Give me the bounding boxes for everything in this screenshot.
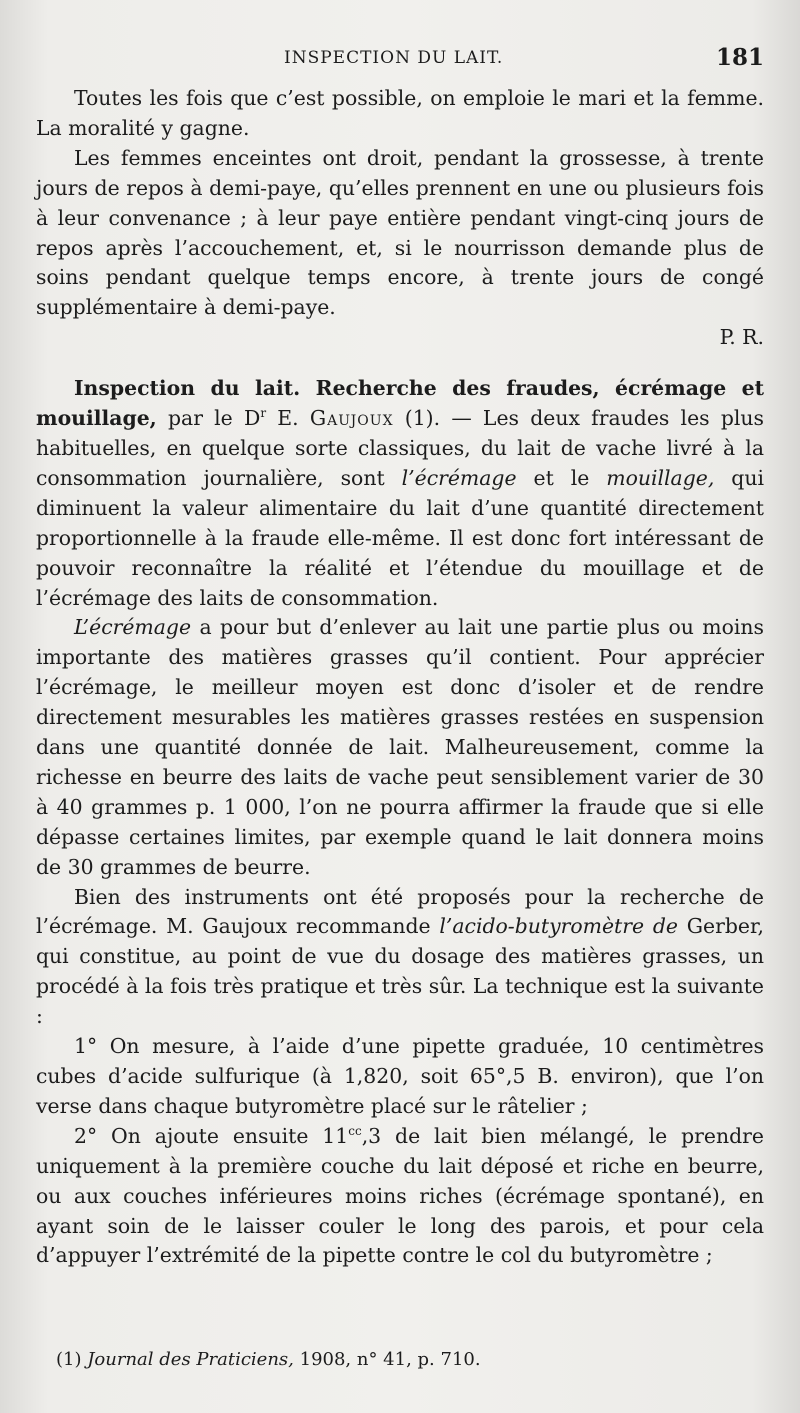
paragraph-step-1: 1° On mesure, à l’aide d’une pipette graduée, 10 centimètres cubes d’acide sulfurique (à 1,820, soit 65°,5 B. environ), que l’on verse dans chaque butyromètre placé sur le râtelier ;	[36, 1034, 764, 1118]
paragraph-pregnancy-leave: Les femmes enceintes ont droit, pendant la grossesse, à trente jours de repos à demi-paye, qu’elles prennent en une ou plusieurs fois à leur convenance ; à leur paye entière pendant vingt-cinq jours de repos après l’accouchement, et, si le nourrisson demande plus de soins pendant quelque temps encore, à trente jours de congé supplémentaire à demi-paye.	[36, 145, 764, 320]
paragraph-employment: Toutes les fois que c’est possible, on emploie le mari et la femme. La moralité y gagne.	[36, 86, 764, 140]
footnote-mark: (1)	[56, 1349, 88, 1370]
author-initial: E.	[266, 406, 310, 431]
signature: P. R.	[719, 325, 764, 350]
intro-text-1: — Les deux fraudes les plus habituelles, en quelque sorte classiques, du lait de vache livré à la consommation journalière, sont	[36, 406, 764, 490]
step2-text-2: ,3 de lait bien mélangé, le prendre uniquement à la première couche du lait déposé et riche en beurre, ou aux couches inférieures moins riches (écrémage spontané), en ayant soin de le laisser couler le long des parois, et pour cela d’appuyer l’extrémité de la pipette contre le col du butyromètre ;	[36, 1123, 764, 1268]
instruments-text-1: Bien des instruments ont été proposés pour la recherche de l’écrémage. M. Gaujoux recommande	[36, 884, 764, 939]
footnote-ref: (1).	[393, 406, 441, 431]
article-dr-sup: r	[260, 406, 267, 421]
article-title: Inspection du lait. Recherche des fraudes, écrémage et mouillage,	[36, 376, 764, 431]
intro-text-3: qui diminuent la valeur alimentaire du lait d’une quantité directement proportionnelle à la fraude elle-même. Il est donc fort intéressant de pouvoir reconnaître la réalité et l’étendue du mouillage et de l’écrémage des laits de consommation.	[36, 465, 764, 610]
intro-em-mouillage: mouillage,	[606, 465, 715, 490]
running-title: INSPECTION DU LAIT.	[284, 48, 504, 68]
paragraph-instruments	[36, 883, 764, 1033]
author-name: Gaujoux	[309, 406, 394, 431]
section-spacer	[36, 353, 764, 374]
footnote	[56, 1349, 481, 1370]
paragraph-step-2	[36, 1122, 764, 1272]
step2-sup: cc	[348, 1124, 362, 1139]
page-header	[0, 44, 800, 74]
ecremage-em: L’écrémage	[74, 615, 192, 640]
footnote-journal: Journal des Praticiens,	[87, 1349, 294, 1370]
page-body	[36, 84, 764, 1271]
page-number: 181	[715, 44, 764, 71]
step2-text-1: 2° On ajoute ensuite 11	[74, 1123, 349, 1148]
instruments-em: l’acido-butyromètre de	[439, 914, 678, 939]
ecremage-text: a pour but d’enlever au lait une partie plus ou moins importante des matières grasses qu’il contient. Pour apprécier l’écrémage, le meilleur moyen est donc d’isoler et de rendre directement mesurables les matières grasses restées en suspension dans une quantité donnée de lait. Malheureusement, comme la richesse en beurre des laits de vache peut sensiblement varier de 30 à 40 grammes p. 1 000, l’on ne pourra affirmer la fraude que si elle dépasse certaines limites, par exemple quand le lait donnera moins de 30 grammes de beurre.	[36, 615, 764, 879]
paragraph-ecremage	[36, 613, 764, 882]
intro-text-2: et le	[516, 465, 607, 490]
article-by: par le D	[156, 406, 261, 431]
paragraph-article-intro	[36, 374, 764, 613]
footnote-rest: 1908, n° 41, p. 710.	[293, 1349, 481, 1370]
intro-em-ecremage: l’écrémage	[401, 465, 517, 490]
instruments-text-2: Gerber, qui constitue, au point de vue du dosage des matières grasses, un procédé à la fois très pratique et très sûr. La technique est la suivante :	[36, 914, 764, 1029]
